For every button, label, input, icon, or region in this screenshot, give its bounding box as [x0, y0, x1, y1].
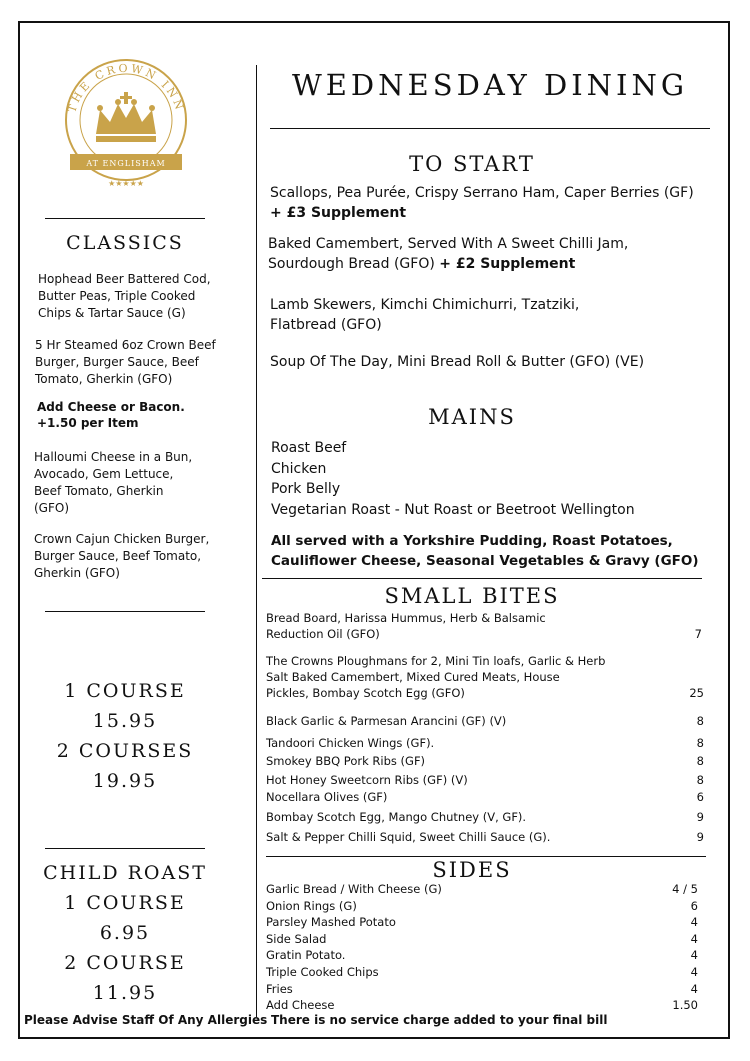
- two-courses-price: 19.95: [92, 770, 158, 792]
- column-divider: [256, 65, 257, 1017]
- starter-item: Lamb Skewers, Kimchi Chimichurri, Tzatziki, Flatbread (GFO): [270, 297, 580, 333]
- mains-heading: MAINS: [428, 405, 516, 429]
- side-price: 4: [690, 931, 698, 946]
- starter-supplement: + £3 Supplement: [270, 205, 407, 221]
- logo-stars: ★★★★★: [108, 179, 144, 188]
- page-title: WEDNESDAY DINING: [291, 68, 689, 102]
- small-bite-price: 8: [696, 754, 704, 768]
- small-bite-price: 8: [696, 773, 704, 787]
- side-item: Fries 4: [266, 981, 698, 996]
- small-bite-item: Salt & Pepper Chilli Squid, Sweet Chilli Sauce (G). 9: [266, 830, 704, 844]
- child-roast-heading: CHILD ROAST: [43, 862, 207, 884]
- side-price: 4 / 5: [672, 882, 698, 896]
- crown-logo-icon: [56, 58, 196, 198]
- side-item: Gratin Potato. 4: [266, 948, 698, 963]
- service-charge-notice: There is no service charge added to your final bill: [271, 1013, 608, 1027]
- child-one-course-price: 6.95: [99, 922, 151, 944]
- small-bite-item: Tandoori Chicken Wings (GF). 8: [266, 736, 704, 750]
- starter-item: Baked Camembert, Served With A Sweet Chilli Jam, Sourdough Bread (GFO) + £2 Supplement: [268, 236, 629, 272]
- starter-item: Soup Of The Day, Mini Bread Roll & Butter (GFO) (VE): [270, 354, 645, 370]
- classics-item: Hophead Beer Battered Cod, Butter Peas, Triple Cooked Chips & Tartar Sauce (G): [38, 272, 211, 320]
- classics-item: Crown Cajun Chicken Burger, Burger Sauce, Beef Tomato, Gherkin (GFO): [34, 532, 210, 580]
- side-item: Parsley Mashed Potato 4: [266, 915, 698, 930]
- small-bite-item: The Crowns Ploughmans for 2, Mini Tin loafs, Garlic & Herb Salt Baked Camembert, Mixed Cured Meats, House Pickles, Bombay Scotch Egg (GFO) 25: [266, 654, 704, 700]
- small-bites-divider: [266, 856, 706, 857]
- title-underline: [270, 128, 710, 129]
- small-bite-price: 7: [694, 627, 702, 641]
- small-bite-price: 9: [696, 830, 704, 844]
- child-one-course-label: 1 COURSE: [64, 892, 186, 914]
- mains-note: All served with a Yorkshire Pudding, Roast Potatoes, Cauliflower Cheese, Seasonal Vegetables & Gravy (GFO): [271, 533, 699, 569]
- left-divider-2: [45, 611, 205, 612]
- mains-list: [271, 438, 711, 521]
- side-item: Triple Cooked Chips 4: [266, 964, 698, 979]
- classics-addon: Add Cheese or Bacon.: [37, 400, 185, 414]
- small-bite-item: Bread Board, Harissa Hummus, Herb & Balsamic Reduction Oil (GFO) 7: [266, 611, 702, 641]
- small-bite-price: 8: [696, 714, 704, 728]
- classics-heading: CLASSICS: [66, 232, 184, 254]
- left-divider-1: [45, 218, 205, 219]
- side-price: 6: [690, 898, 698, 913]
- classics-item: Halloumi Cheese in a Bun, Avocado, Gem Lettuce, Beef Tomato, Gherkin (GFO): [34, 450, 193, 515]
- small-bite-item: Bombay Scotch Egg, Mango Chutney (V, GF). 9: [266, 810, 704, 824]
- svg-text:THE CROWN INN: [65, 62, 186, 114]
- small-bite-price: 9: [696, 810, 704, 824]
- side-item: Garlic Bread / With Cheese (G) 4 / 5: [266, 882, 698, 896]
- side-item: Add Cheese 1.50: [266, 998, 698, 1013]
- small-bite-item: Hot Honey Sweetcorn Ribs (GF) (V) 8: [266, 773, 704, 787]
- sides-list: [266, 881, 706, 1014]
- side-price: 4: [690, 964, 698, 979]
- allergy-notice: Please Advise Staff Of Any Allergies: [24, 1013, 268, 1027]
- side-item: Side Salad 4: [266, 931, 698, 946]
- one-course-price: 15.95: [92, 710, 158, 732]
- crown-inn-logo: [56, 58, 196, 198]
- small-bite-item: Smokey BBQ Pork Ribs (GF) 8: [266, 754, 704, 768]
- logo-banner: AT ENGLISHAM: [86, 159, 166, 168]
- side-item: Onion Rings (G) 6: [266, 898, 698, 913]
- side-price: 4: [690, 915, 698, 930]
- child-two-course-label: 2 COURSE: [64, 952, 186, 974]
- child-roast: [30, 858, 220, 1008]
- small-bite-price: 25: [689, 686, 704, 700]
- logo-name: THE CROWN INN: [65, 61, 187, 115]
- starter-item: Scallops, Pea Purée, Crispy Serrano Ham, Caper Berries (GF) + £3 Supplement: [270, 183, 710, 223]
- side-price: 4: [690, 948, 698, 963]
- course-prices: [30, 676, 220, 796]
- side-price: 4: [690, 981, 698, 996]
- mains-divider: [262, 578, 702, 579]
- two-courses-label: 2 COURSES: [56, 740, 194, 762]
- classics-addon-price: +1.50 per Item: [37, 416, 139, 430]
- classics-item: 5 Hr Steamed 6oz Crown Beef Burger, Burger Sauce, Beef Tomato, Gherkin (GFO): [35, 338, 216, 386]
- left-divider-3: [45, 848, 205, 849]
- starter-supplement: + £2 Supplement: [439, 256, 576, 272]
- small-bite-item: Nocellara Olives (GF) 6: [266, 790, 704, 804]
- mains-item: Roast Beef: [271, 440, 347, 456]
- mains-item: Chicken: [271, 460, 327, 477]
- small-bite-item: Black Garlic & Parmesan Arancini (GF) (V) 8: [266, 714, 704, 728]
- sides-heading: SIDES: [432, 858, 512, 882]
- one-course-label: 1 COURSE: [64, 680, 186, 702]
- small-bite-price: 8: [696, 736, 704, 750]
- to-start-heading: TO START: [409, 152, 535, 176]
- small-bites-heading: SMALL BITES: [384, 584, 560, 608]
- side-price: 1.50: [672, 998, 698, 1013]
- mains-item: Pork Belly: [271, 481, 341, 498]
- child-two-course-price: 11.95: [92, 982, 158, 1004]
- small-bite-price: 6: [696, 790, 704, 804]
- mains-item: Vegetarian Roast - Nut Roast or Beetroot Wellington: [271, 502, 635, 519]
